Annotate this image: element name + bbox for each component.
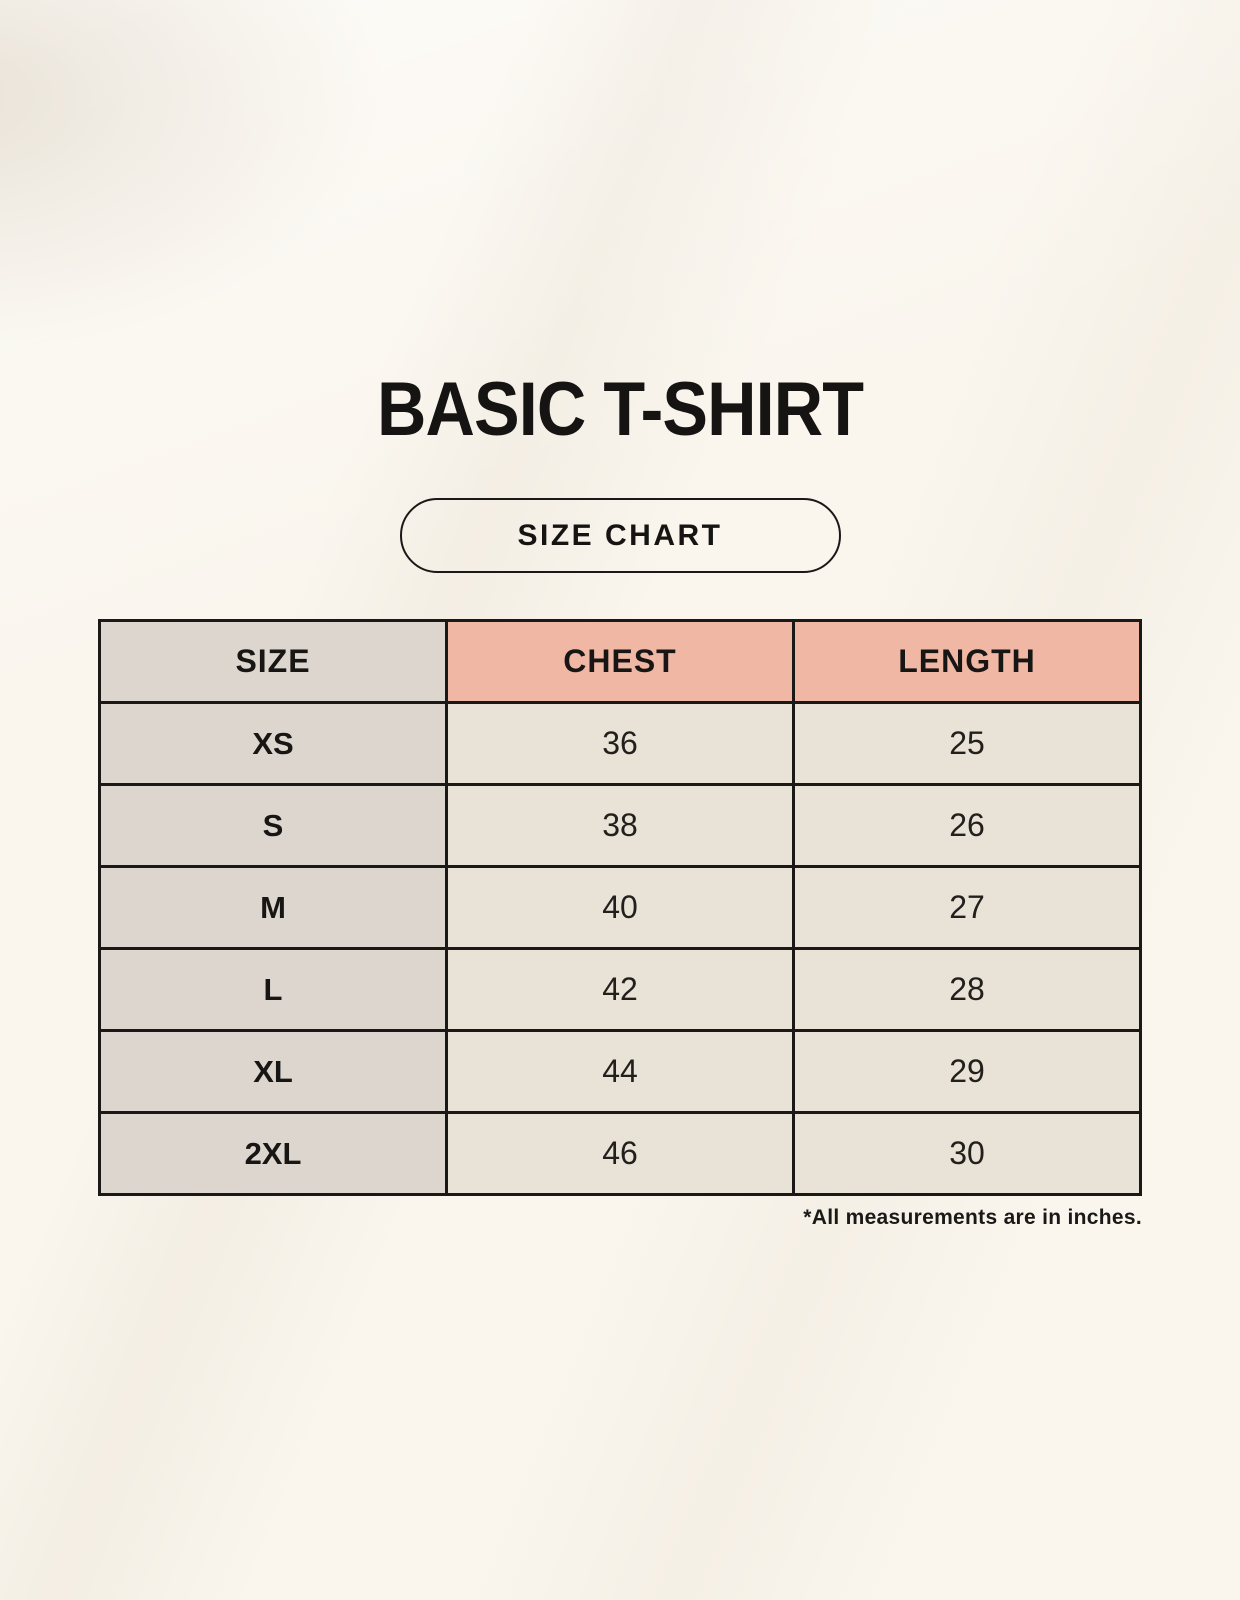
size-label: 2XL — [100, 1113, 447, 1195]
size-label: L — [100, 949, 447, 1031]
length-value: 29 — [794, 1031, 1141, 1113]
size-label: XL — [100, 1031, 447, 1113]
size-chart-badge-label: SIZE CHART — [517, 518, 723, 552]
length-value: 28 — [794, 949, 1141, 1031]
size-label: S — [100, 785, 447, 867]
size-table — [98, 619, 1142, 1196]
size-label: XS — [100, 703, 447, 785]
length-value: 30 — [794, 1113, 1141, 1195]
chest-value: 36 — [447, 703, 794, 785]
length-value: 25 — [794, 703, 1141, 785]
table-row — [100, 703, 1141, 785]
length-value: 27 — [794, 867, 1141, 949]
measurements-footnote: *All measurements are in inches. — [803, 1206, 1142, 1229]
length-value: 26 — [794, 785, 1141, 867]
chest-value: 38 — [447, 785, 794, 867]
table-row — [100, 1031, 1141, 1113]
table-row — [100, 949, 1141, 1031]
size-label: M — [100, 867, 447, 949]
table-row — [100, 1113, 1141, 1195]
footnote-row — [98, 1206, 1142, 1230]
table-row — [100, 785, 1141, 867]
column-header-size: SIZE — [100, 621, 447, 703]
table-header-row — [100, 621, 1141, 703]
chest-value: 44 — [447, 1031, 794, 1113]
table-row — [100, 867, 1141, 949]
size-chart-badge — [400, 498, 841, 573]
column-header-length: LENGTH — [794, 621, 1141, 703]
page-title: BASIC T-SHIRT — [376, 367, 864, 452]
chest-value: 40 — [447, 867, 794, 949]
chest-value: 46 — [447, 1113, 794, 1195]
chest-value: 42 — [447, 949, 794, 1031]
column-header-chest: CHEST — [447, 621, 794, 703]
